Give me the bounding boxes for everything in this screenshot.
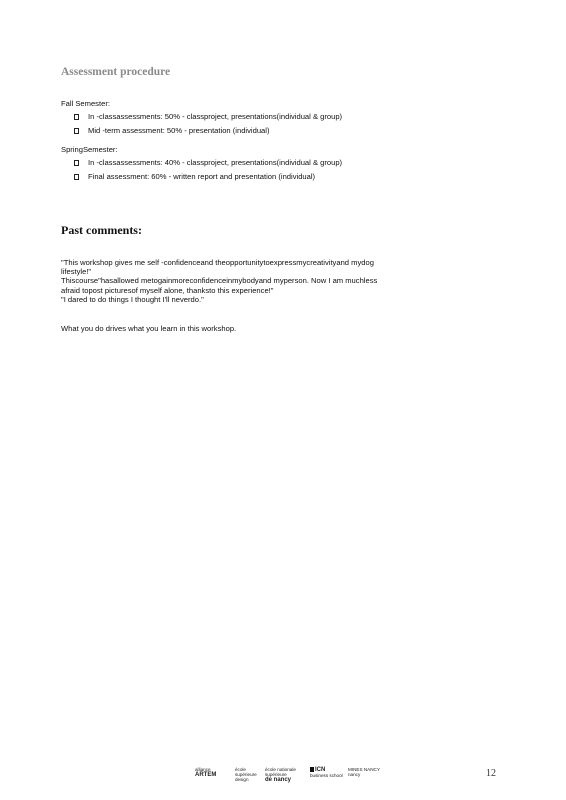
spring-item-1	[74, 158, 342, 167]
assessment-heading: Assessment procedure	[61, 66, 171, 78]
comment-line: afraid topost picturesof myself alone, thanksto this experience!"	[61, 285, 274, 295]
spring-item-1-text: In -classassessments: 40% - classproject, presentations(individual & group)	[88, 158, 343, 167]
logo-text: alliance	[195, 767, 211, 772]
bullet-icon	[74, 174, 79, 180]
comment-line: lifestyle!"	[61, 267, 92, 277]
fall-item-1	[74, 112, 342, 121]
closing-line: What you do drives what you learn in this workshop.	[61, 324, 237, 333]
logo-text: ARTEM	[195, 772, 217, 778]
logo-text: business school	[310, 773, 343, 778]
logo-text: école nationale	[265, 767, 296, 772]
logo-text: de nancy	[265, 777, 292, 783]
spring-semester-title: SpringSemester:	[61, 145, 118, 154]
comments-paragraph	[61, 258, 471, 304]
logo-mark-icon	[310, 767, 314, 772]
logo-icn	[310, 767, 343, 778]
page-number: 12	[486, 768, 496, 779]
bullet-icon	[74, 114, 79, 120]
bullet-icon	[74, 128, 79, 134]
logo-mines-nancy	[348, 767, 380, 777]
comments-heading: Past comments:	[61, 223, 142, 237]
logo-text: MINES NANCY	[348, 767, 380, 772]
logo-text: nancy	[348, 772, 361, 777]
spring-item-2-text: Final assessment: 60% - written report and presentation (individual)	[88, 172, 316, 181]
fall-semester-title: Fall Semester:	[61, 99, 110, 108]
closing-paragraph	[61, 324, 471, 333]
footer-logos	[0, 763, 566, 789]
spring-item-2	[74, 172, 315, 181]
fall-item-1-text: In -classassessments: 50% - classproject, presentations(individual & group)	[88, 112, 343, 121]
logo-text: ICN	[315, 767, 326, 773]
comment-line: "This workshop gives me self -confidenceand theopportunitytoexpressmycreativityand mydog	[61, 258, 374, 267]
fall-item-2	[74, 126, 269, 135]
fall-item-2-text: Mid -term assessment: 50% - presentation (individual)	[88, 126, 270, 135]
comment-line: "I dared to do things I thought I'll neverdo."	[61, 294, 204, 304]
logo-text: design	[235, 777, 249, 782]
logo-text: école	[235, 767, 246, 772]
logo-text: supérieure	[235, 772, 257, 777]
logo-text: supérieure	[265, 772, 287, 777]
logo-nancy	[265, 767, 296, 783]
comment-line: Thiscourse"hasallowed metogainmoreconfidenceinmybodyand myperson. Now I am muchless	[61, 276, 378, 286]
bullet-icon	[74, 160, 79, 166]
logo-ecole-design	[235, 767, 257, 782]
logo-alliance-artem	[195, 767, 216, 778]
